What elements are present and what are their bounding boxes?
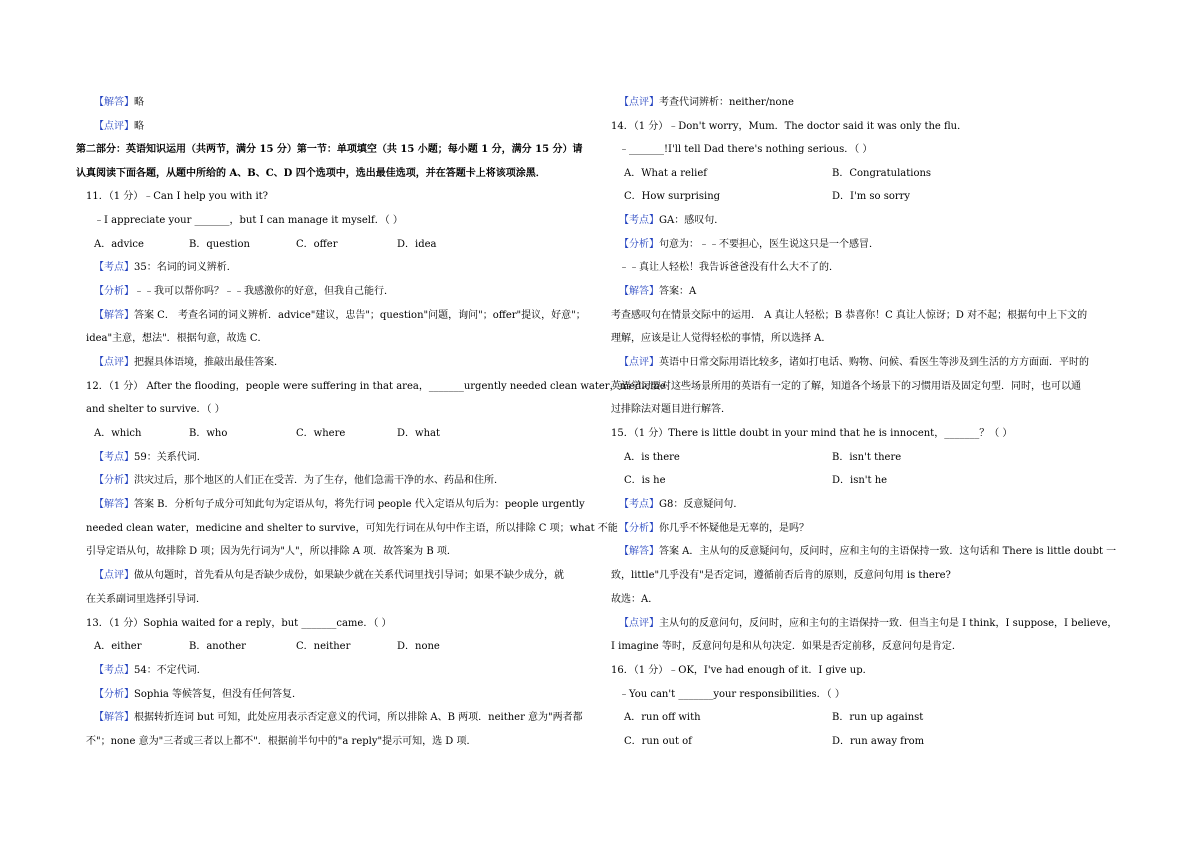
kaodian-text: 59：关系代词． <box>134 452 207 463</box>
option-b: B．Congratulations <box>832 168 932 179</box>
q14-fenxi-1 <box>611 238 879 252</box>
answer-tag: 【解答】 <box>94 97 134 108</box>
dianping-text: 把握具体语境，推敲出最佳答案． <box>134 357 284 368</box>
answer-text: 略 <box>134 97 144 108</box>
comment-text: 略 <box>134 121 144 132</box>
jieda-text: 答案 B．分析句子成分可知此句为定语从句，将先行词 people 代入定语从句后为：people urgently <box>134 499 585 510</box>
q16-line2: ﹣You can't _______your responsibilities．（ ） <box>619 689 845 700</box>
fenxi-text: 你几乎不怀疑他是无辜的，是吗？ <box>659 523 809 534</box>
dianping-text: 考查代词辨析：neither/none <box>659 97 794 108</box>
fenxi-text: 洪灾过后，那个地区的人们正在受苦．为了生存，他们急需干净的水、药品和住所． <box>134 475 504 486</box>
q12-dianping-2: 在关系副词里选择引导词． <box>86 594 206 605</box>
option-a: A．advice <box>94 239 144 250</box>
fenxi-text: Sophia 等候答复，但没有任何答复． <box>134 689 303 700</box>
jieda-tag: 【解答】 <box>94 712 134 723</box>
q15-jieda-1 <box>611 545 1116 559</box>
dianping-text: 做从句题时，首先看从句是否缺少成份，如果缺少就在关系代词里找引导词；如果不缺少成分，就 <box>134 570 564 581</box>
q13-jieda-1 <box>86 711 583 725</box>
q14-kaodian <box>611 214 724 228</box>
option-c: C．where <box>296 428 346 439</box>
dianping-tag: 【点评】 <box>94 357 134 368</box>
q13-dianping <box>611 96 794 110</box>
kaodian-tag: 【考点】 <box>619 499 659 510</box>
q14-dianping-2: 英语学习要对这些场景所用的英语有一定的了解，知道各个场景下的习惯用语及固定句型．同时，也可以通 <box>611 381 1081 392</box>
q14-dianping-1 <box>611 356 1089 370</box>
q15-dianping-2: I imagine 等时，反意问句是和从句决定．如果是否定前移，反意问句是肯定． <box>611 641 962 652</box>
q14-body-2: 理解，应该是让人觉得轻松的事情，所以选择 A． <box>611 333 832 344</box>
q13-jieda-2: 不"；none 意为"三者或三者以上都不"．根据前半句中的"a reply"提示可知，选 D 项． <box>86 736 477 747</box>
option-d: D．I'm so sorry <box>832 191 911 202</box>
q15-fenxi <box>611 522 809 536</box>
q12-dianping-1 <box>86 569 564 583</box>
jieda-tag: 【解答】 <box>619 546 659 557</box>
section-heading-line-2: 认真阅读下面各题，从题中所给的 A、B、C、D 四个选项中，选出最佳选项，并在答题卡上将该项涂黑． <box>76 168 546 179</box>
q14-dianping-3: 过排除法对题目进行解答． <box>611 404 731 415</box>
q15-dianping-1 <box>611 617 1117 631</box>
option-a: A．is there <box>624 452 680 463</box>
q11-stem: 11．（1 分）﹣Can I help you with it? <box>86 191 269 202</box>
option-b: B．another <box>189 641 246 652</box>
option-d: D．isn't he <box>832 475 888 486</box>
q14-line2: ﹣_______!I'll tell Dad there's nothing serious．（ ） <box>619 144 873 155</box>
q12-stem-1: 12．（1 分） After the flooding，people were suffering in that area，_______urgently needed clean water，medicine <box>86 381 666 392</box>
dianping-tag: 【点评】 <box>94 570 134 581</box>
kaodian-text: 35：名词的词义辨析． <box>134 262 237 273</box>
q11-jieda-2: idea"主意，想法"．根据句意，故选 C． <box>86 333 268 344</box>
q11-dianping <box>86 356 284 370</box>
q12-jieda-1 <box>86 498 585 512</box>
option-c: C．neither <box>296 641 351 652</box>
fenxi-tag: 【分析】 <box>94 286 134 297</box>
kaodian-tag: 【考点】 <box>94 262 134 273</box>
q14-stem: 14．（1 分）﹣Don't worry，Mum．The doctor said it was only the flu． <box>611 121 968 132</box>
q14-fenxi-2: ﹣﹣真让人轻松！我告诉爸爸没有什么大不了的． <box>619 262 839 273</box>
kaodian-tag: 【考点】 <box>94 452 134 463</box>
kaodian-tag: 【考点】 <box>94 665 134 676</box>
q13-kaodian <box>86 664 207 678</box>
fenxi-tag: 【分析】 <box>619 239 659 250</box>
fenxi-text: 句意为：﹣﹣不要担心，医生说这只是一个感冒． <box>659 239 879 250</box>
q15-jieda-3: 故选：A． <box>611 594 659 605</box>
option-b: B．isn't there <box>832 452 902 463</box>
q13-fenxi <box>86 688 302 702</box>
dianping-text: 英语中日常交际用语比较多，诸如打电话、购物、问候、看医生等涉及到生活的方方面面．平时的 <box>659 357 1089 368</box>
dianping-tag: 【点评】 <box>619 357 659 368</box>
option-b: B．run up against <box>832 712 924 723</box>
fenxi-tag: 【分析】 <box>94 475 134 486</box>
answer-line <box>86 96 144 110</box>
comment-line <box>86 120 144 134</box>
option-c: C．offer <box>296 239 338 250</box>
q12-stem-2: and shelter to survive．（ ） <box>86 404 225 415</box>
option-a: A．either <box>94 641 142 652</box>
fenxi-tag: 【分析】 <box>619 523 659 534</box>
q15-kaodian <box>611 498 743 512</box>
dianping-tag: 【点评】 <box>619 618 659 629</box>
kaodian-text: GA：感叹句． <box>659 215 725 226</box>
option-d: D．run away from <box>832 736 925 747</box>
q11-jieda-1 <box>86 309 586 323</box>
kaodian-text: G8：反意疑问句． <box>659 499 744 510</box>
q12-kaodian <box>86 451 207 465</box>
option-c: C．is he <box>624 475 666 486</box>
jieda-tag: 【解答】 <box>94 499 134 510</box>
q14-jieda <box>611 285 696 299</box>
section-heading-line-1: 第二部分：英语知识运用（共两节，满分 15 分）第一节：单项填空（共 15 小题；每小题 1 分，满分 15 分）请 <box>76 144 583 155</box>
jieda-text: 答案：A <box>659 286 697 297</box>
q16-stem: 16．（1 分）﹣OK，I've had enough of it．I give up． <box>611 665 873 676</box>
fenxi-text: ﹣﹣我可以帮你吗？﹣﹣我感激你的好意，但我自己能行． <box>134 286 394 297</box>
option-b: B．question <box>189 239 250 250</box>
dianping-text: 主从句的反意问句，反问时，应和主句的主语保持一致．但当主句是 I think，I suppose，I believe， <box>659 618 1118 629</box>
option-a: A．What a relief <box>624 168 707 179</box>
jieda-text: 答案 C． 考查名词的词义辨析．advice"建议，忠告"；question"问题，询问"；offer"提议，好意"； <box>134 310 586 321</box>
kaodian-tag: 【考点】 <box>619 215 659 226</box>
q12-jieda-3: 引导定语从句，故排除 D 项；因为先行词为"人"，所以排除 A 项．故答案为 B 项． <box>86 546 457 557</box>
option-d: D．idea <box>397 239 437 250</box>
option-a: A．run off with <box>624 712 701 723</box>
jieda-text: 根据转折连词 but 可知，此处应用表示否定意义的代词，所以排除 A、B 两项．neither 意为"两者都 <box>134 712 583 723</box>
option-a: A．which <box>94 428 142 439</box>
q15-jieda-2: 致，little"几乎没有"是否定词，遵循前否后肯的原则，反意问句用 is there? <box>611 570 951 581</box>
q11-kaodian <box>86 261 237 275</box>
jieda-text: 答案 A．主从句的反意疑问句，反问时，应和主句的主语保持一致．这句话和 There is little doubt 一 <box>659 546 1117 557</box>
option-c: C．How surprising <box>624 191 721 202</box>
q11-line2: ﹣I appreciate your _______，but I can manage it myself．（ ） <box>94 215 403 226</box>
option-d: D．what <box>397 428 440 439</box>
jieda-tag: 【解答】 <box>94 310 134 321</box>
option-b: B．who <box>189 428 228 439</box>
q12-jieda-2: needed clean water，medicine and shelter to survive，可知先行词在从句中作主语，所以排除 C 项；what 不能 <box>86 523 618 534</box>
q13-stem: 13．（1 分）Sophia waited for a reply，but _______came．（ ） <box>86 618 392 629</box>
q15-stem: 15．（1 分）There is little doubt in your mind that he is innocent，_______？（ ） <box>611 428 1013 439</box>
q12-fenxi <box>86 474 504 488</box>
jieda-tag: 【解答】 <box>619 286 659 297</box>
kaodian-text: 54：不定代词． <box>134 665 207 676</box>
option-d: D．none <box>397 641 440 652</box>
comment-tag: 【点评】 <box>94 121 134 132</box>
dianping-tag: 【点评】 <box>619 97 659 108</box>
q11-fenxi <box>86 285 394 299</box>
fenxi-tag: 【分析】 <box>94 689 134 700</box>
q14-body-1: 考查感叹句在情景交际中的运用． A 真让人轻松；B 恭喜你！C 真让人惊讶；D 对不起；根据句中上下文的 <box>611 310 1088 321</box>
option-c: C．run out of <box>624 736 692 747</box>
